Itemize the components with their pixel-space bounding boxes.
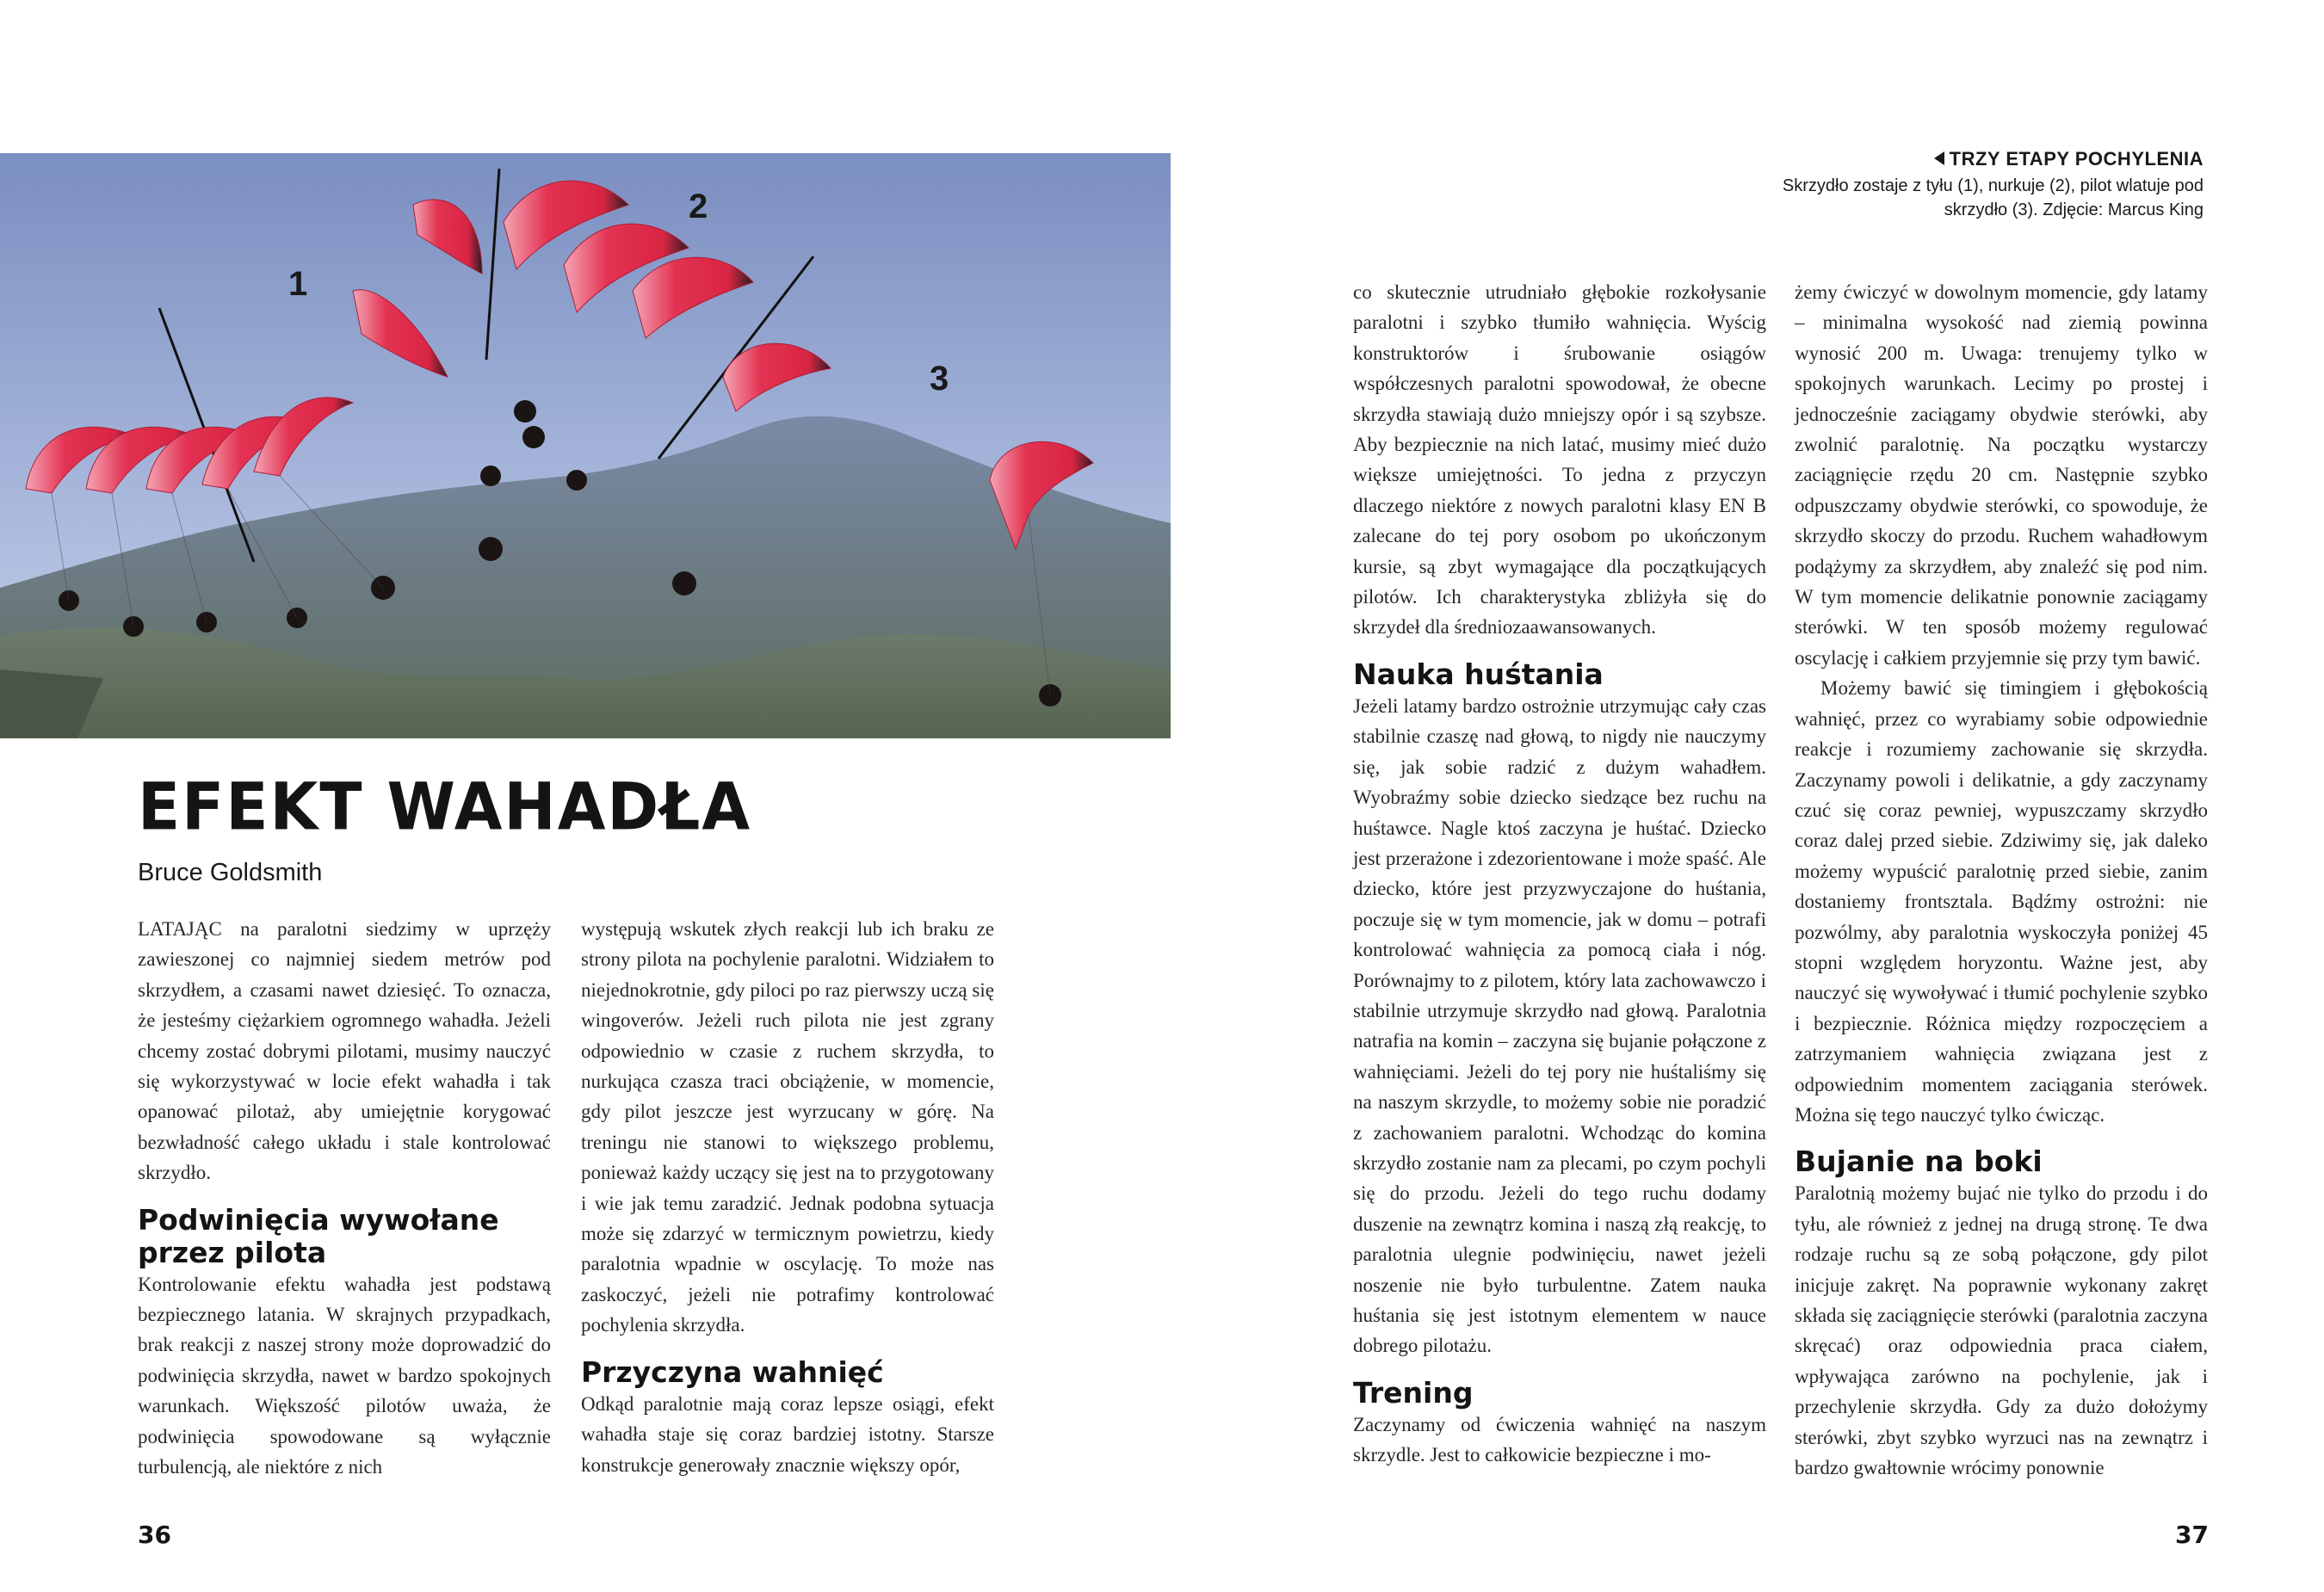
paragraph: Paralotnią możemy bujać nie tylko do przodu i do tyłu, ale również z jednej na drugą stronę. Te dwa rodzaje ruchu są ze sobą połączone, gdy pilot inicjuje zakręt. Na poprawnie wykonany zakręt składa się zaciągnięcie sterówki (paralotnia zaczyna skręcać) oraz odpowiednia praca ciałem, wpływająca zarówno na pochylenie, jak i przechylenie skrzydła. Gdy za dużo dołożymy sterówki, zbyt szybko wyrzuci nas na zewnątrz i bardzo gwałtownie wrócimy ponownie — [1795, 1182, 2208, 1479]
photo-label-1: 1 — [288, 265, 308, 303]
photo-label-3: 3 — [930, 360, 949, 398]
article-title: EFEKT WAHADŁA — [138, 768, 752, 845]
page-number-left: 36 — [138, 1521, 171, 1549]
paragraph: Kontrolowanie efektu wahadła jest podstawą bezpiecznego latania. W skrajnych przypadkach, brak reakcji z naszej strony może doprowadzić do podwinięcia skrzydła, nawet w bardzo spokojnych warunkach. Większość pilotów uważa, że podwinięcia spowodowane są wyłącznie turbulencją, ale niektóre z nich — [138, 1273, 551, 1478]
section-heading-podwiniecia: Podwinięcia wywołane przez pilota — [138, 1202, 499, 1269]
paragraph: występują wskutek złych reakcji lub ich braku ze strony pilota na pochylenie paralotni. Widziałem to niejednokrotnie, gdy piloci po raz pierwszy uczą się wingoverów. Jeżeli ruch pilota nie jest zgrany odpowiednio w czasie z ruchem skrzydła, to nurkująca czasza traci obciążenie, w momencie, gdy pilot jeszcze jest wyrzucany w górę. Na treningu nie stanowi to większego problemu, ponieważ każdy uczący się jest na to przygotowany i wie jak temu zaradzić. Jednak podobna sytuacja może się zdarzyć w termicznym powietrzu, kiedy paralotnia wpadnie w oscylację. To może nas zaskoczyć, jeżeli nie potrafimy kontrolować pochylenia skrzydła. — [581, 918, 994, 1336]
paragraph: co skutecznie utrudniało głębokie rozkołysanie paralotni i szybko tłumiło wahnięcia. Wyścig konstruktorów i śrubowanie osiągów współczesnych paralotni spowodował, że obecne skrzydła stawiają dużo mniejszy opór i są szybsze. Aby bezpiecznie na nich latać, musimy mieć dużo większe umiejętności. To jedna z przyczyn dlaczego niektóre z nowych paralotni klasy EN B zalecane do tej pory osobom po ukończonym kursie, są zbyt wymagające dla początkujących pilotów. Ich charakterystyka zbliżyła się do skrzydeł dla średniozaawansowanych. — [1353, 281, 1766, 639]
paragraph: żemy ćwiczyć w dowolnym momencie, gdy latamy – minimalna wysokość nad ziemią powinna wynosić 200 m. Uwaga: trenujemy tylko w spokojnych warunkach. Lecimy po prostej i jednocześnie zaciągamy obydwie sterówki, aby zwolnić paralotnię. Na początku wystarczy zaciągnięcie rzędu 20 cm. Następnie szybko odpuszczamy obydwie sterówki, co spowoduje, że skrzydło skoczy do przodu. Ruchem wahadłowym podążymy za skrzydłem, aby znaleźć się pod nim. W tym momencie delikatnie ponownie zaciągamy sterówki. W ten sposób możemy regulować oscylację i całkiem przyjemnie się przy tym bawić. — [1795, 281, 2208, 669]
paragraph: Zaczynamy od ćwiczenia wahnięć na naszym skrzydle. Jest to całkowicie bezpieczne i mo- — [1353, 1413, 1766, 1466]
text-column-3 — [1353, 277, 1766, 1471]
photo-caption — [1756, 148, 2203, 222]
caption-text: Skrzydło zostaje z tyłu (1), nurkuje (2), pilot wlatuje pod skrzydło (3). Zdjęcie: Marcus King — [1782, 176, 2203, 219]
text-column-1 — [138, 914, 551, 1483]
photo-illustration — [0, 153, 1171, 738]
section-heading-nauka: Nauka huśtania — [1353, 657, 1604, 691]
section-heading-bujanie: Bujanie na boki — [1795, 1145, 2043, 1179]
article-author: Bruce Goldsmith — [138, 859, 323, 886]
caption-arrow-icon — [1934, 151, 1944, 165]
text-column-2 — [581, 914, 994, 1480]
paragraph: Możemy bawić się timingiem i głębokością wahnięć, przez co wyrabiamy sobie odpowiednie reakcje i rozumiemy zachowanie się skrzydła. Zaczynamy powoli i delikatnie, a gdy zaczynamy czuć się coraz pewniej, wypuszczamy skrzydło coraz dalej przed siebie. Zdziwimy się, jak daleko możemy wypuścić paralotnię przed siebie, zanim dostaniemy frontsztala. Bądźmy ostrożni: nie pozwólmy, aby paralotnia wyskoczyła poniżej 45 stopni względem horyzontu. Ważne jest, aby nauczyć się wywoływać i tłumić pochylenie szybko i bezpiecznie. Różnica między rozpoczęciem a zatrzymaniem wahnięcia związana jest z odpowiednim momentem zaciągania sterówek. Można się tego nauczyć tylko ćwicząc. — [1795, 677, 2208, 1126]
paraglider-photo — [0, 153, 1171, 738]
page-number-right: 37 — [2175, 1521, 2209, 1549]
paragraph: Odkąd paralotnie mają coraz lepsze osiągi, efekt wahadła staje się coraz bardziej istotny. Starsze konstrukcje generowały znacznie większy opór, — [581, 1392, 994, 1476]
caption-title: TRZY ETAPY POCHYLENIA — [1949, 148, 2203, 170]
section-heading-przyczyna: Przyczyna wahnięć — [581, 1354, 884, 1389]
paragraph: LATAJĄC na paralotni siedzimy w uprzęży zawieszonej co najmniej siedem metrów pod skrzydłem, a czasami nawet dziesięć. To oznacza, że jesteśmy ciężarkiem ogromnego wahadła. Jeżeli chcemy zostać dobrymi pilotami, musimy nauczyć się wykorzystywać w locie efekt wahadła i tak opanować pilotaż, aby umiejętnie korygować bezwładność całego układu i stale kontrolować skrzydło. — [138, 918, 551, 1184]
paragraph: Jeżeli latamy bardzo ostrożnie utrzymując cały czas stabilnie czaszę nad głową, to nigdy nie nauczymy się, jak sobie radzić z dużym wahadłem. Wyobraźmy sobie dziecko siedzące bez ruchu na huśtawce. Nagle ktoś zaczyna je huśtać. Dziecko jest przerażone i zdezorientowane i może spaść. Ale dziecko, które jest przyzwyczajone do huśtania, poczuje się w tym momencie, jak w domu – potrafi kontrolować wahnięcia za pomocą ciała i nóg. Porównajmy to z pilotem, który lata zachowawczo i stabilnie utrzymuje skrzydło nad głową. Paralotnia natrafia na komin – zaczyna się bujanie połączone z wahnięciami. Jeżeli do tej pory nie huśtaliśmy się na naszym skrzydle, to możemy sobie nie poradzić z zachowaniem paralotni. Wchodząc do komina skrzydło zostanie nam za plecami, po czym pochyli się do przodu. Jeżeli do tego ruchu dodamy duszenie na zewnątrz komina i naszą złą reakcję, to paralotnia ulegnie podwinięciu, nawet jeżeli noszenie nie było turbulentne. Zatem nauka huśtania się jest istotnym elementem w nauce dobrego pilotażu. — [1353, 694, 1766, 1357]
section-heading-trening: Trening — [1353, 1375, 1474, 1410]
photo-label-2: 2 — [689, 188, 708, 225]
text-column-4 — [1795, 277, 2208, 1483]
